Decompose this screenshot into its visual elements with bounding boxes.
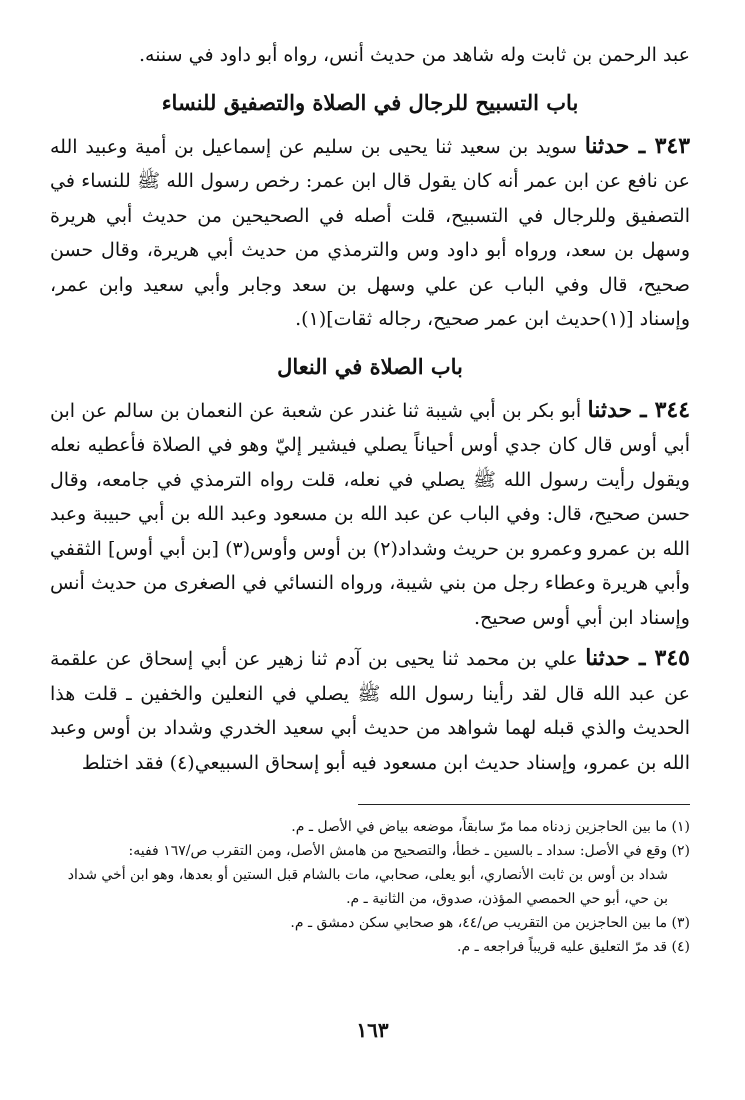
hadith-separator: ـ	[629, 645, 655, 671]
hadith-keyword: حدثنا	[584, 132, 630, 159]
main-text	[50, 38, 690, 780]
footnote-4: (٤) قد مرّ التعليق عليه قريباً فراجعه ـ م.	[457, 939, 690, 955]
hadith-text: سويد بن سعيد ثنا يحيى بن سليم عن إسماعيل بن أمية وعبيد الله عن نافع عن ابن عمر أنه كان يقول قال ابن عمر: رخص رسول الله ﷺ للنساء في التصفيق وللرجال في التسبيح، قلت أصله في الصحيحين من حديث أبي هريرة وسهل بن سعد، ورواه أبو داود وس والترمذي من حديث أبي هريرة، وقال حسن صحيح، قال وفي الباب عن علي وسهل بن سعد وجابر وأبي سعيد وابن عمر، وإسناد [(١)حديث ابن عمر صحيح، رجاله ثقات](١).	[50, 135, 690, 330]
hadith-separator: ـ	[629, 132, 655, 159]
hadith-343	[50, 129, 690, 337]
hadith-text: أبو بكر بن أبي شيبة ثنا غندر عن شعبة عن النعمان بن سالم عن ابن أبي أوس قال كان جدي أوس أحياناً يصلي فيشير إليّ وهو في الصلاة فأعطيه نعله ويقول رأيت رسول الله ﷺ يصلي في نعله، قلت رواه الترمذي في جامعه، وقال حسن صحيح، قال: وفي الباب عن عبد الله بن مسعود وعبد الله بن أبي حبيبة وعبد الله بن عمرو وعمرو بن حريث وشداد(٢) بن أوس وأوس(٣) [بن أبي أوس] الثقفي وأبي هريرة وعطاء رجل من بني شيبة، ورواه النسائي في الصغرى من حديث أنس وإسناد ابن أبي أوس صحيح.	[50, 399, 690, 629]
hadith-344	[50, 393, 690, 636]
page-number: ١٦٣	[356, 1018, 389, 1042]
footnote-1: (١) ما بين الحاجزين زدناه مما مرّ سابقاً، موضعه بياض في الأصل ـ م.	[291, 819, 690, 835]
footnote-2: (٢) وقع في الأصل: سداد ـ بالسين ـ خطأ، والتصحيح من هامش الأصل، ومن التقرب ص/١٦٧ ففيه:	[128, 843, 690, 859]
hadith-keyword: حدثنا	[587, 396, 633, 423]
hadith-number: ٣٤٣	[654, 132, 691, 159]
footnote-3: (٣) ما بين الحاجزين من التقريب ص/٤٤، هو صحابي سكن دمشق ـ م.	[290, 915, 690, 931]
hadith-text: علي بن محمد ثنا يحيى بن آدم ثنا زهير عن أبي إسحاق عن علقمة عن عبد الله قال لقد رأينا رسول الله ﷺ يصلي في النعلين والخفين ـ قلت هذا الحديث والذي قبله لهما شواهد من حديث أبي سعيد الخدري وشداد بن أوس وعبد الله بن عمرو، وإسناد حديث ابن مسعود فيه أبو إسحاق السبيعي(٤) فقد اختلط	[50, 648, 690, 774]
footnote-divider	[358, 804, 690, 805]
hadith-number: ٣٤٥	[654, 645, 690, 671]
footnotes	[50, 815, 690, 959]
hadith-keyword: حدثنا	[585, 645, 630, 671]
chapter-heading-sandals: باب الصلاة في النعال	[277, 353, 463, 379]
hadith-number: ٣٤٤	[654, 396, 691, 423]
hadith-345	[50, 641, 690, 780]
hadith-separator: ـ	[632, 396, 655, 423]
footnote-2-continuation: شداد بن أوس بن ثابت الأنصاري، أبو يعلى، صحابي، مات بالشام قبل الستين أو بعدها، وهو ابن أخي شداد بن حي، أبو حي الحمصي المؤذن، صدوق، من الثانية ـ م.	[67, 867, 668, 907]
chapter-heading-tasbih: باب التسبيح للرجال في الصلاة والتصفيق للنساء	[161, 89, 579, 115]
intro-paragraph: عبد الرحمن بن ثابت وله شاهد من حديث أنس، رواه أبو داود في سننه.	[138, 44, 690, 66]
